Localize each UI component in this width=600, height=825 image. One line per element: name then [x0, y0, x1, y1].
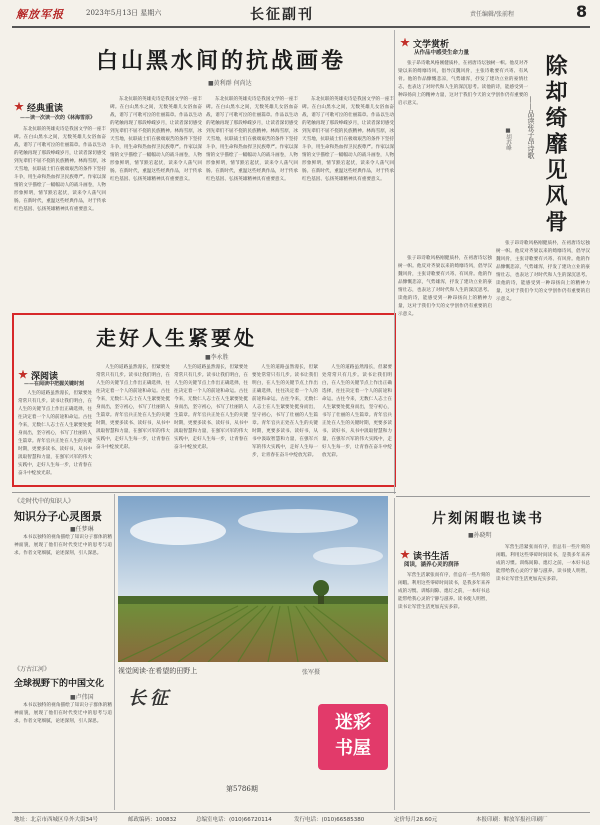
masthead-rule [12, 26, 590, 28]
calligraphy-signature: 长征 [128, 688, 172, 709]
field-photo-image [118, 496, 388, 662]
star-icon [18, 370, 28, 380]
featured-col3: 人生的道路虽然漫长，但紧要处常常只有几步。读书让我们明白，在人生的关键节点上作出正确选择，往往决定着一个人的前途和命运。古往今来，无数仁人志士在人生紧要处挺身而出，坚守初心，书写了壮丽的人生篇章。青年官兵正处在人生的关键时期，更要多读书、读好书，从书中汲取智慧和力量，在强军兴军的伟大实践中，走好人生每一步，让青春在奋斗中绽放光彩。 [174, 365, 248, 450]
bottom-right-col2: 军营生活紧张而有序，但总有一些片刻的闲暇。利用这些零碎时间读书，是我多年来养成的习惯。训练间隙、熄灯之前，一本好书总能带给我心灵的宁静与滋养。读书使人明智，读书让军营生活更加充实多彩。 [496, 545, 590, 582]
star-icon [14, 102, 24, 112]
featured-col4: 人生的道路虽然漫长，但紧要处常常只有几步。读书让我们明白，在人生的关键节点上作出正确选择，往往决定着一个人的前途和命运。古往今来，无数仁人志士在人生紧要处挺身而出，坚守初心，书写了壮丽的人生篇章。青年官兵正处在人生的关键时期，更要多读书、读好书，从书中汲取智慧和力量，在强军兴军的伟大实践中，走好人生每一步，让青春在奋斗中绽放光彩。 [252, 365, 318, 458]
bottom-right-col1: 军营生活紧张而有序，但总有一些片刻的闲暇。利用这些零碎时间读书，是我多年来养成的习惯。训练间隙、熄灯之前，一本好书总能带给我心灵的宁静与滋养。读书使人明智，读书让军营生活更加充实多彩。 [398, 573, 490, 610]
footer-address: 地址：北京市西城区阜外大街34号 [14, 817, 98, 823]
column-divider [114, 494, 115, 810]
column-divider [394, 30, 395, 494]
classic-reread-sub: ——读一次读一次的《林海雪原》 [20, 115, 96, 121]
reading-life-sub: 阅读，涵养心灵的润泽 [404, 562, 460, 568]
book2-text: 本书以独特的视角描绘了知识分子群体的精神面貌，展现了他们在时代变迁中的思考与追求。作者文笔细腻，论述深刻，引人深思。 [14, 703, 112, 724]
book1-tag: 《走时代中的知识人》 [14, 498, 75, 505]
top-article-col2: 东北抗联的英雄史诗是我国文学的一座丰碑。在白山黑水之间，无数英雄儿女浴血奋战，谱写了可歌可泣的壮丽篇章。作品以生动的笔触再现了那段峥嵘岁月，让读者深切感受到先辈们不屈不挠的民族精神。林海雪原，冰天雪地，抗联战士们在极端艰苦的条件下坚持斗争，用生命和热血捍卫民族尊严。作家以深情的文字描绘了一幅幅动人的战斗画卷，人物形象鲜明，情节跌宕起伏，读来令人荡气回肠。在新时代，重温这些经典作品，对于传承红色基因、弘扬英雄精神具有重要意义。 [110, 97, 202, 182]
footer-price: 定价每月28.60元 [394, 817, 438, 823]
book2-byline: ■卢伟国 [70, 694, 94, 701]
section-rule [396, 496, 590, 497]
book2-title: 全球视野下的中国文化 [14, 679, 105, 689]
section-rule [12, 492, 396, 493]
star-icon [400, 550, 410, 560]
top-article-col1: 东北抗联的英雄史诗是我国文学的一座丰碑。在白山黑水之间，无数英雄儿女浴血奋战，谱写了可歌可泣的壮丽篇章。作品以生动的笔触再现了那段峥嵘岁月，让读者深切感受到先辈们不屈不挠的民族精神。林海雪原，冰天雪地，抗联战士们在极端艰苦的条件下坚持斗争，用生命和热血捍卫民族尊严。作家以深情的文字描绘了一幅幅动人的战斗画卷，人物形象鲜明，情节跌宕起伏，读来令人荡气回肠。在新时代，重温这些经典作品，对于传承红色基因、弘扬英雄精神具有重要意义。 [14, 127, 106, 212]
featured-title: 走好人生紧要处 [96, 326, 257, 350]
footer-post: 邮政编码：100832 [128, 817, 177, 823]
top-right-text-col2: 张子昂诗歌风格刚健质朴，在初唐诗坛独树一帜。他反对齐梁以来的绮靡诗风，倡导汉魏风骨，主张诗歌要有兴寄、有风骨。他的作品慷慨悲凉，气势雄浑，抒发了建功立业的豪情壮志，也表达了对时代和人生的深沉思考。读他的诗，能感受到一种昂扬向上的精神力量，这对于我们今天的文学创作仍有重要的启示意义。 [496, 241, 590, 302]
top-article-byline: ■黄利群 何尚达 [208, 80, 252, 87]
book1-text: 本书以独特的视角描绘了知识分子群体的精神面貌，展现了他们在时代变迁中的思考与追求。作者文笔细腻，论述深刻，引人深思。 [14, 535, 112, 556]
book1-title: 知识分子心灵图景 [14, 510, 102, 523]
top-article-col4: 东北抗联的英雄史诗是我国文学的一座丰碑。在白山黑水之间，无数英雄儿女浴血奋战，谱写了可歌可泣的壮丽篇章。作品以生动的笔触再现了那段峥嵘岁月，让读者深切感受到先辈们不屈不挠的民族精神。林海雪原，冰天雪地，抗联战士们在极端艰苦的条件下坚持斗争，用生命和热血捍卫民族尊严。作家以深情的文字描绘了一幅幅动人的战斗画卷，人物形象鲜明，情节跌宕起伏，读来令人荡气回肠。在新时代，重温这些经典作品，对于传承红色基因、弘扬英雄精神具有重要意义。 [302, 97, 394, 182]
footer-phone1: 总编室电话：(010)66720114 [196, 817, 272, 823]
page-number: 8 [576, 2, 588, 21]
column-divider [394, 498, 395, 810]
bottom-right-title: 片刻闲暇也读书 [432, 511, 544, 527]
section-title: 长征副刊 [250, 7, 314, 23]
footer-print: 本报印刷：解放军报社印刷厂 [476, 817, 548, 823]
book1-byline: ■任梦琳 [70, 526, 94, 533]
book2-tag: 《万古江河》 [14, 666, 51, 673]
editor-credit: 责任编辑/张前程 [470, 11, 515, 18]
literary-appreciation-tag: 文学赏析 [400, 32, 520, 51]
footer-rule [12, 812, 590, 813]
top-right-text-upper: 张子昂诗歌风格刚健质朴，在初唐诗坛独树一帜。他反对齐梁以来的绮靡诗风，倡导汉魏风骨，主张诗歌要有兴寄、有风骨。他的作品慷慨悲凉，气势雄浑，抒发了建功立业的豪情壮志，也表达了对时代和人生的深沉思考。读他的诗，能感受到一种昂扬向上的精神力量，这对于我们今天的文学创作仍有重要的启示意义。 [398, 61, 528, 106]
top-article-title: 白山黑水间的抗战画卷 [96, 48, 347, 74]
featured-byline: ■李永胜 [205, 354, 229, 361]
photo-caption: 视觉阅读·在希望的田野上 [118, 667, 198, 675]
field-photo [118, 496, 388, 662]
deep-reading-sub: ——在阅读中把握关键时刻 [24, 381, 85, 387]
stamp-line2: 书屋 [335, 738, 371, 759]
photo-credit: 张军摄 [302, 669, 321, 676]
deep-reading-tag: 深阅读 [18, 364, 58, 383]
featured-col2: 人生的道路虽然漫长，但紧要处常常只有几步。读书让我们明白，在人生的关键节点上作出正确选择，往往决定着一个人的前途和命运。古往今来，无数仁人志士在人生紧要处挺身而出，坚守初心，书写了壮丽的人生篇章。青年官兵正处在人生的关键时期，更要多读书、读好书，从书中汲取智慧和力量，在强军兴军的伟大实践中，走好人生每一步，让青春在奋斗中绽放光彩。 [96, 365, 170, 450]
literary-appreciation-sub: 从作品中感受生命力量 [414, 50, 470, 56]
issue-number: 第5786期 [226, 785, 258, 793]
bottom-right-byline: ■孙晓明 [468, 532, 492, 539]
featured-col5: 人生的道路虽然漫长，但紧要处常常只有几步。读书让我们明白，在人生的关键节点上作出正确选择，往往决定着一个人的前途和命运。古往今来，无数仁人志士在人生紧要处挺身而出，坚守初心，书写了壮丽的人生篇章。青年官兵正处在人生的关键时期，更要多读书、读好书，从书中汲取智慧和力量，在强军兴军的伟大实践中，走好人生每一步，让青春在奋斗中绽放光彩。 [322, 365, 392, 458]
camo-bookstore-stamp [318, 704, 388, 770]
vertical-byline: ■胡苏峰 [505, 128, 511, 151]
star-icon [400, 38, 410, 48]
footer-phone2: 发行电话：(010)66585380 [294, 817, 365, 823]
featured-col1: 人生的道路虽然漫长，但紧要处常常只有几步。读书让我们明白，在人生的关键节点上作出正确选择，往往决定着一个人的前途和命运。古往今来，无数仁人志士在人生紧要处挺身而出，坚守初心，书写了壮丽的人生篇章。青年官兵正处在人生的关键时期，更要多读书、读好书，从书中汲取智慧和力量，在强军兴军的伟大实践中，走好人生每一步，让青春在奋斗中绽放光彩。 [18, 391, 92, 476]
issue-date: 2023年5月13日 星期六 [86, 9, 162, 17]
vertical-headline: 除却绮靡见风骨 [542, 54, 568, 236]
classic-reread-tag: 经典重读 [14, 96, 102, 115]
newspaper-logo: 解放军报 [16, 8, 64, 21]
stamp-line1: 迷彩 [335, 712, 371, 733]
top-article-col3: 东北抗联的英雄史诗是我国文学的一座丰碑。在白山黑水之间，无数英雄儿女浴血奋战，谱写了可歌可泣的壮丽篇章。作品以生动的笔触再现了那段峥嵘岁月，让读者深切感受到先辈们不屈不挠的民族精神。林海雪原，冰天雪地，抗联战士们在极端艰苦的条件下坚持斗争，用生命和热血捍卫民族尊严。作家以深情的文字描绘了一幅幅动人的战斗画卷，人物形象鲜明，情节跌宕起伏，读来令人荡气回肠。在新时代，重温这些经典作品，对于传承红色基因、弘扬英雄精神具有重要意义。 [206, 97, 298, 182]
top-right-text-col1: 张子昂诗歌风格刚健质朴，在初唐诗坛独树一帜。他反对齐梁以来的绮靡诗风，倡导汉魏风骨，主张诗歌要有兴寄、有风骨。他的作品慷慨悲凉，气势雄浑，抒发了建功立业的豪情壮志，也表达了对时代和人生的深沉思考。读他的诗，能感受到一种昂扬向上的精神力量，这对于我们今天的文学创作仍有重要的启示意义。 [398, 256, 492, 317]
vertical-subhead: ——品读张子昂诗歌 [527, 96, 535, 159]
reading-life-tag: 读书生活 [400, 544, 449, 563]
